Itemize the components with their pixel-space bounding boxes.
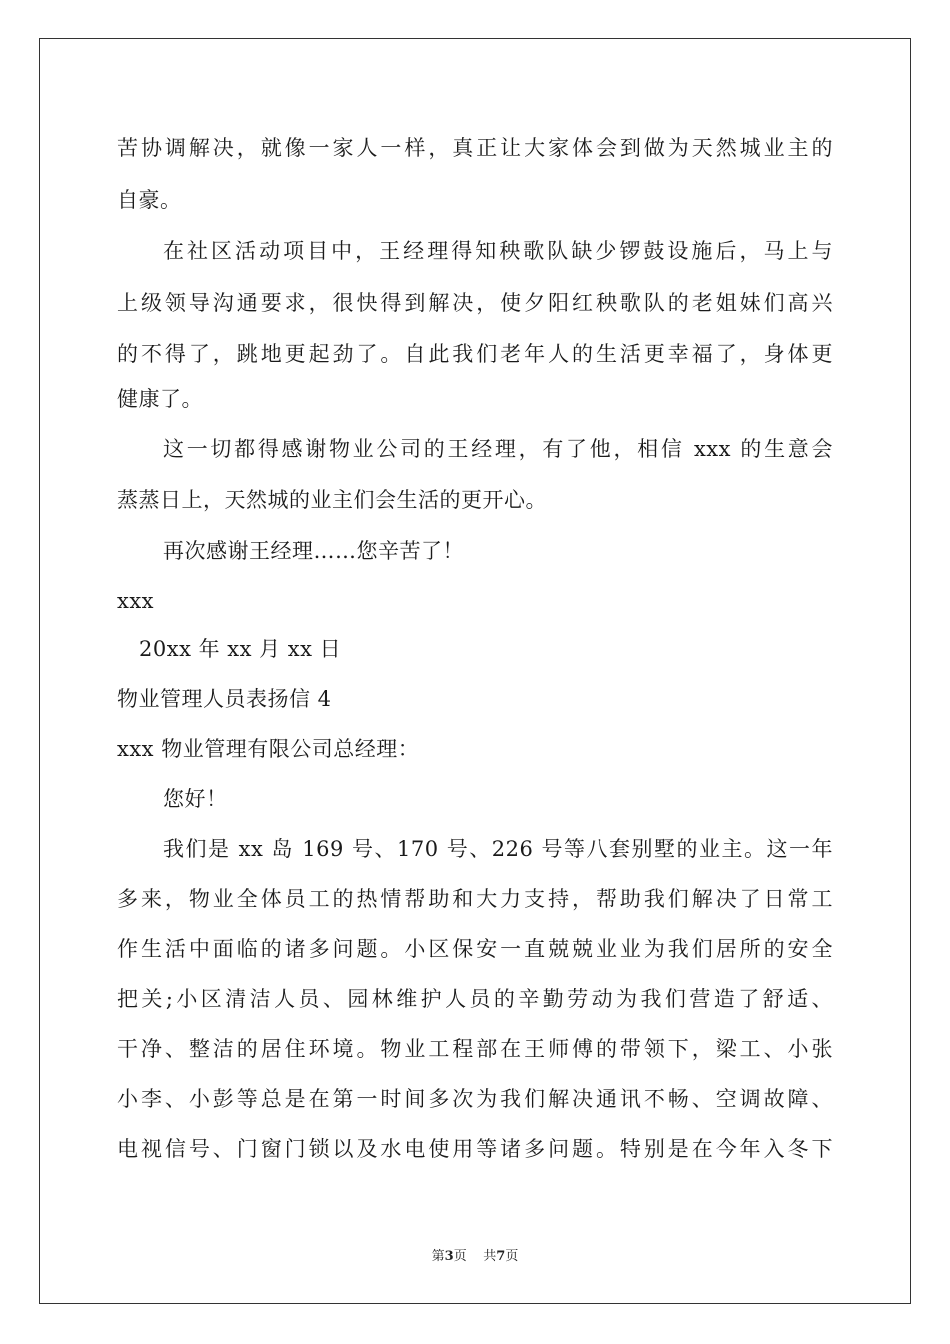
page-border xyxy=(39,38,911,1304)
footer-page-number: 3 xyxy=(444,1249,454,1264)
paragraph-line: 上级领导沟通要求，很快得到解决，使夕阳红秧歌队的老姐妹们高兴 xyxy=(117,291,833,315)
signature-name: xxx xyxy=(117,589,155,613)
page-footer xyxy=(0,1248,950,1266)
paragraph-line: 多来，物业全体员工的热情帮助和大力支持，帮助我们解决了日常工 xyxy=(117,887,833,911)
paragraph-line: 蒸蒸日上，天然城的业主们会生活的更开心。 xyxy=(117,488,547,512)
footer-total-prefix: 共 xyxy=(483,1249,497,1264)
paragraph-line: 自豪。 xyxy=(117,188,182,212)
footer-page-suffix: 页 xyxy=(453,1249,467,1264)
signature-date: 20xx 年 xx 月 xx 日 xyxy=(139,637,342,661)
letter-greeting: 您好！ xyxy=(163,787,228,811)
paragraph-line: 电视信号、门窗门锁以及水电使用等诸多问题。特别是在今年入冬下 xyxy=(117,1137,833,1161)
footer-page-prefix: 第 xyxy=(431,1249,445,1264)
paragraph-line: 再次感谢王经理……您辛苦了！ xyxy=(163,539,464,563)
footer-total-suffix: 页 xyxy=(505,1249,519,1264)
paragraph-line: 干净、整洁的居住环境。物业工程部在王师傅的带领下，梁工、小张 xyxy=(117,1037,833,1061)
paragraph-line: 的不得了，跳地更起劲了。自此我们老年人的生活更幸福了，身体更 xyxy=(117,342,833,366)
letter-recipient: xxx 物业管理有限公司总经理： xyxy=(117,737,420,761)
paragraph-line: 我们是 xx 岛 169 号、170 号、226 号等八套别墅的业主。这一年 xyxy=(163,837,833,861)
paragraph-line: 健康了。 xyxy=(117,387,203,411)
paragraph-line: 把关;小区清洁人员、园林维护人员的辛勤劳动为我们营造了舒适、 xyxy=(117,987,833,1011)
paragraph-line: 作生活中面临的诸多问题。小区保安一直兢兢业业为我们居所的安全 xyxy=(117,937,833,961)
footer-total-pages: 7 xyxy=(496,1249,506,1264)
paragraph-line: 苦协调解决，就像一家人一样，真正让大家体会到做为天然城业主的 xyxy=(117,136,833,160)
section-title: 物业管理人员表扬信 4 xyxy=(117,687,332,711)
paragraph-line: 这一切都得感谢物业公司的王经理，有了他，相信 xxx 的生意会 xyxy=(163,437,833,461)
paragraph-line: 在社区活动项目中，王经理得知秧歌队缺少锣鼓设施后，马上与 xyxy=(163,239,833,263)
paragraph-line: 小李、小彭等总是在第一时间多次为我们解决通讯不畅、空调故障、 xyxy=(117,1087,833,1111)
